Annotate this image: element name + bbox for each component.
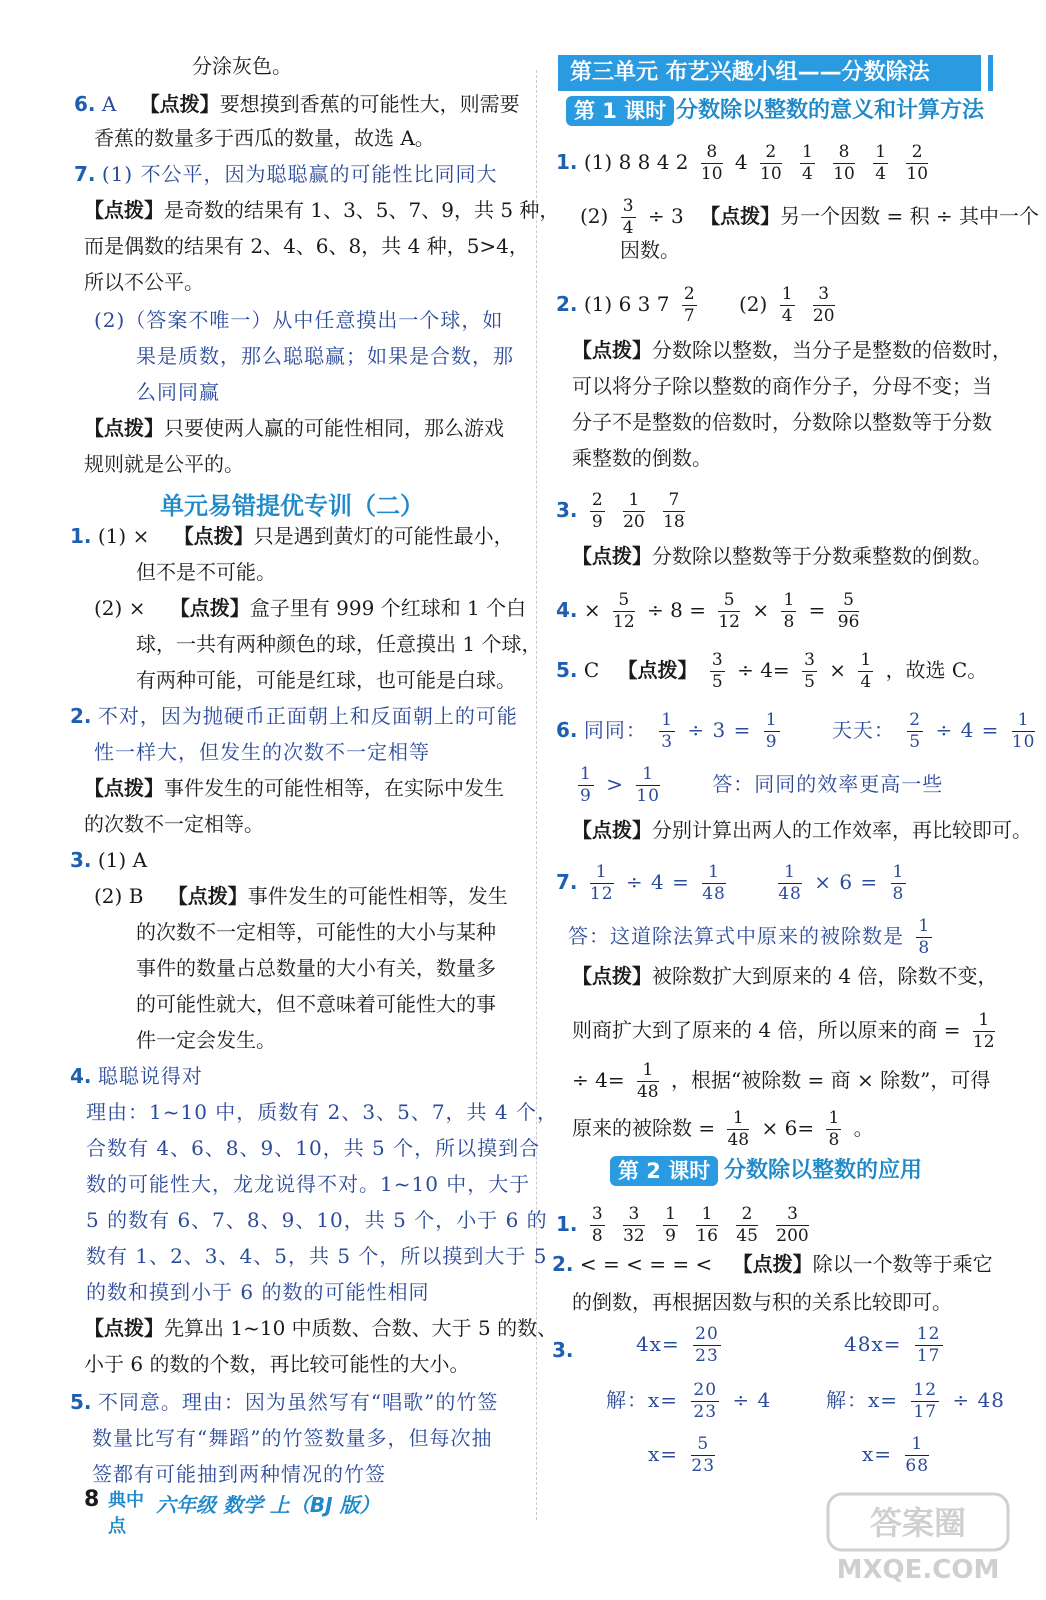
lesson-2-answer-2: 2. < = < = = < 【点拨】除以一个数等于乘它 (552, 1252, 993, 1276)
answer-line: 数有 1、2、3、4、5，共 5 个，所以摸到大于 5 (86, 1244, 548, 1268)
answer-6: 6. 同同： $\frac{1}{3}$ ÷ 3 = $\frac{1}{9}$ 天天： $\frac{2}{5}$ ÷ 4 = $\frac{1}{10}$ (556, 710, 1036, 752)
text-line: 原来的被除数 = $\frac{1}{48}$ × 6= $\frac{1}{8}$ 。 (572, 1108, 874, 1150)
equation-1: 4x= $\frac{20}{23}$ (636, 1324, 719, 1366)
tip-line: 【点拨】事件发生的可能性相等，在实际中发生 (84, 776, 504, 800)
tip-line: 【点拨】只要使两人赢的可能性相同，那么游戏 (84, 416, 504, 440)
answer-line: 数量比写有“舞蹈”的竹签数量多，但每次抽 (92, 1426, 493, 1450)
text-line: 事件的数量占总数量的大小有关，数量多 (136, 956, 496, 980)
error-question-3: 3. (1) A (70, 848, 148, 872)
answer-line: (2)（答案不唯一）从中任意摸出一个球，如 (94, 308, 504, 332)
watermark-title: 答案圈 (869, 1504, 967, 1542)
text-line: ÷ 4= $\frac{1}{48}$ ，根据“被除数 = 商 × 除数”，可得 (572, 1060, 991, 1102)
answer-7: 7. $\frac{1}{12}$ ÷ 4 = $\frac{1}{48}$ $\frac{1}{48}$ × 6 = $\frac{1}{8}$ (556, 862, 905, 904)
question-7: 7. (1) 不公平，因为聪聪赢的可能性比同同大 (74, 162, 498, 186)
equation-2: 48x= $\frac{12}{17}$ (844, 1324, 941, 1366)
text-line: 有两种可能，可能是红球，也可能是白球。 (136, 668, 516, 692)
banner-stripe (976, 55, 981, 91)
answer-line: 果是质数，那么聪聪赢；如果是合数，那 (136, 344, 514, 368)
tip-line: 【点拨】分数除以整数等于分数乘整数的倒数。 (572, 544, 992, 568)
text-line: 香蕉的数量多于西瓜的数量，故选 A。 (94, 126, 435, 150)
text-line: 球，一共有两种颜色的球，任意摸出 1 个球， (136, 632, 542, 656)
text-line: 乘整数的倒数。 (572, 446, 712, 470)
lesson-1-title: 分数除以整数的意义和计算方法 (676, 98, 985, 123)
text-line: 小于 6 的数的个数，再比较可能性的大小。 (84, 1352, 470, 1376)
text-line: 而是偶数的结果有 2、4、6、8，共 4 种，5>4， (84, 234, 529, 258)
error-question-4: 4. 聪聪说得对 (70, 1064, 203, 1088)
answer-line: 的数和摸到小于 6 的数的可能性相同 (86, 1280, 430, 1304)
tip-line: 【点拨】被除数扩大到原来的 4 倍，除数不变， (572, 964, 998, 988)
answer-7-conclusion: 答：这道除法算式中原来的被除数是 $\frac{1}{8}$ (568, 916, 931, 958)
solution-1: 解：x= $\frac{20}{23}$ ÷ 4 (606, 1380, 772, 1422)
text-line: 的次数不一定相等。 (84, 812, 264, 836)
watermark-logo (808, 1488, 1028, 1588)
answer-6-compare: $\frac{1}{9}$ > $\frac{1}{10}$ 答：同同的效率更高一些 (580, 764, 944, 806)
text-line: 的倒数，再根据因数与积的关系比较即可。 (572, 1290, 952, 1314)
tip-line: (2) × 【点拨】盒子里有 999 个红球和 1 个白 (94, 596, 527, 620)
result-1: x= $\frac{5}{23}$ (648, 1434, 716, 1476)
text-line: 的次数不一定相等，可能性的大小与某种 (136, 920, 496, 944)
lesson-1-pill: 第 1 课时 (566, 96, 674, 126)
tip-line: 【点拨】分别计算出两人的工作效率，再比较即可。 (572, 818, 1032, 842)
text-line: 分涂灰色。 (192, 54, 292, 78)
text-line: 因数。 (620, 238, 680, 262)
answer-line: 么同同赢 (136, 380, 220, 404)
error-question-5: 5. 不同意。理由：因为虽然写有“唱歌”的竹签 (70, 1390, 499, 1414)
lesson-2-pill: 第 2 课时 (610, 1156, 718, 1186)
tip-line: (2) B 【点拨】事件发生的可能性相等，发生 (94, 884, 508, 908)
text-line: 规则就是公平的。 (84, 452, 244, 476)
watermark-url: MXQE.COM (836, 1555, 1000, 1585)
answer-5: 5. C 【点拨】 $\frac{3}{5}$ ÷ 4= $\frac{3}{5}$ × $\frac{1}{4}$ ，故选 C。 (556, 650, 988, 692)
solution-2: 解：x= $\frac{12}{17}$ ÷ 48 (826, 1380, 1005, 1422)
lesson-2-title: 分数除以整数的应用 (724, 1158, 923, 1183)
answer-line: 5 的数有 6、7、8、9、10，共 5 个，小于 6 的 (86, 1208, 548, 1232)
tip-line: 【点拨】分数除以整数，当分子是整数的倍数时， (572, 338, 1012, 362)
page-number: 8 (84, 1487, 100, 1512)
answer-1: 1. (1) 8 8 4 2 $\frac{8}{10}$ 4 $\frac{2}{10}$ $\frac{1}{4}$ $\frac{8}{10}$ $\frac{1}{4}$ $\frac{2}{10}$ (556, 142, 929, 184)
text-line: 分子不是整数的倍数时，分数除以整数等于分数 (572, 410, 992, 434)
text-line: 则商扩大到了原来的 4 倍，所以原来的商 = $\frac{1}{12}$ (572, 1010, 995, 1052)
text-line: 所以不公平。 (84, 270, 204, 294)
answer-1-part-2: (2) $\frac{3}{4}$ ÷ 3 【点拨】另一个因数 = 积 ÷ 其中一个 (580, 196, 1040, 238)
answer-line: 合数有 4、6、8、9、10，共 5 个，所以摸到合 (86, 1136, 541, 1160)
result-2: x= $\frac{1}{68}$ (862, 1434, 930, 1476)
answer-3: 3. $\frac{2}{9}$ $\frac{1}{20}$ $\frac{7}{18}$ (556, 490, 685, 532)
answer-line: 性一样大，但发生的次数不一定相等 (94, 740, 430, 764)
answer-line: 数的可能性大，龙龙说得不对。1~10 中，大于 (86, 1172, 531, 1196)
tip-line: 【点拨】先算出 1~10 中质数、合数、大于 5 的数、 (84, 1316, 558, 1340)
banner-stripe (988, 55, 993, 91)
question-6: 6. A 【点拨】要想摸到香蕉的可能性大，则需要 (74, 92, 520, 116)
lesson-2-answer-1: 1. $\frac{3}{8}$ $\frac{3}{32}$ $\frac{1}{9}$ $\frac{1}{16}$ $\frac{2}{45}$ $\frac{3}{200}$ (556, 1204, 809, 1246)
answer-2: 2. (1) 6 3 7 $\frac{2}{7}$ (2) $\frac{1}{4}$ $\frac{3}{20}$ (556, 284, 835, 326)
lesson-2-answer-3: 3. (552, 1338, 574, 1362)
unit-banner: 第三单元 布艺兴趣小组——分数除法 (558, 55, 980, 91)
error-question-1: 1. (1) × 【点拨】只是遇到黄灯的可能性最小， (70, 524, 514, 548)
text-line: 但不是不可能。 (136, 560, 276, 584)
answer-line: 签都有可能抽到两种情况的竹签 (92, 1462, 386, 1486)
answer-line: 理由：1~10 中，质数有 2、3、5、7，共 4 个， (86, 1100, 558, 1124)
tip-line: 【点拨】是奇数的结果有 1、3、5、7、9，共 5 种， (84, 198, 560, 222)
footer-book-title: 六年级 数学 上（BJ 版） (156, 1493, 380, 1517)
error-question-2: 2. 不对，因为抛硬币正面朝上和反面朝上的可能 (70, 704, 518, 728)
text-line: 的可能性就大，但不意味着可能性大的事 (136, 992, 496, 1016)
section-heading: 单元易错提优专训（二） (160, 492, 424, 520)
publisher-logo: 典中点 (108, 1490, 144, 1537)
column-divider (536, 70, 537, 1520)
text-line: 可以将分子除以整数的商作分子，分母不变；当 (572, 374, 992, 398)
text-line: 件一定会发生。 (136, 1028, 276, 1052)
answer-4: 4. × $\frac{5}{12}$ ÷ 8 = $\frac{5}{12}$ × $\frac{1}{8}$ = $\frac{5}{96}$ (556, 590, 860, 632)
